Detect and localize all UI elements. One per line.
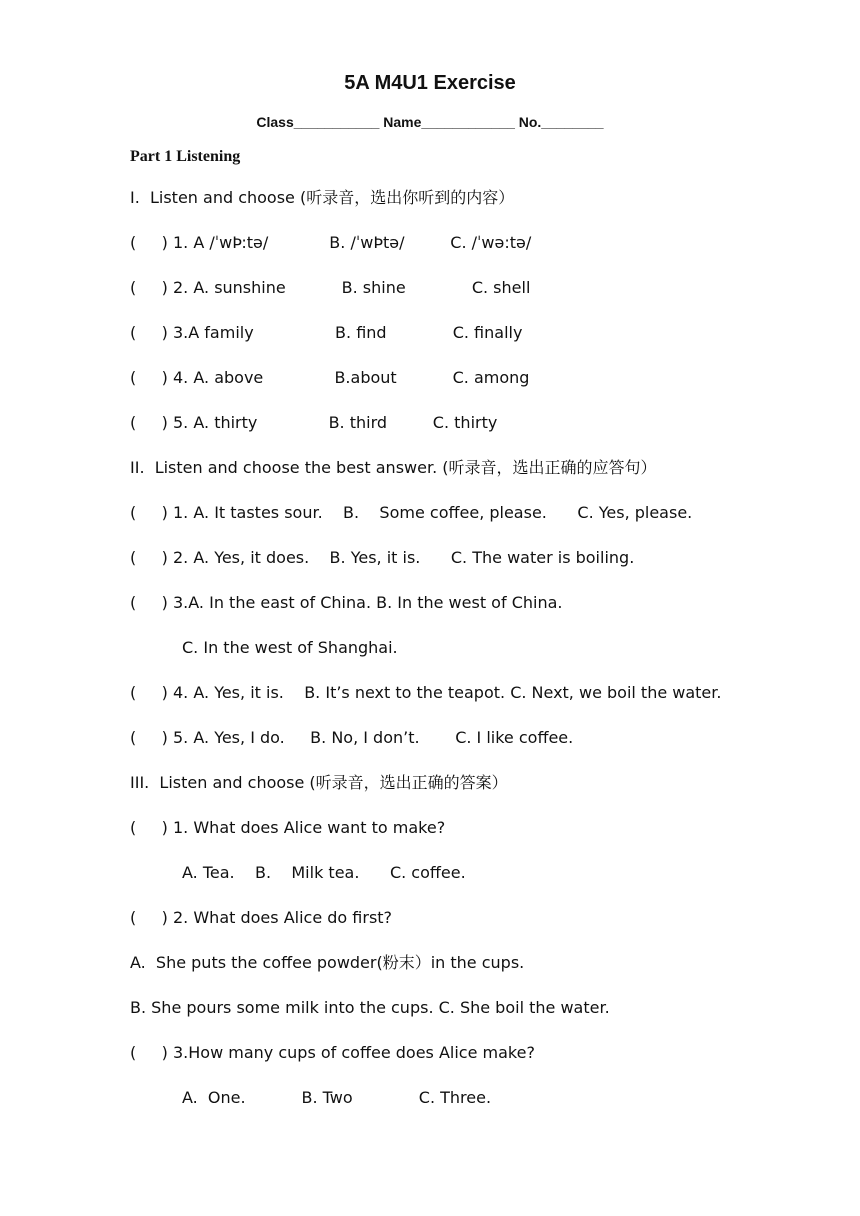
- answer-option-line: B. She pours some milk into the cups. C. She boil the water.: [130, 998, 610, 1017]
- question-line: ( ) 4. A. Yes, it is. B. It’s next to the teapot. C. Next, we boil the water.: [130, 683, 722, 702]
- question-line: ( ) 1. A /ˈwÞ:tə/ B. /ˈwÞtə/ C. /ˈwə:tə/: [130, 233, 532, 252]
- answer-option-line: A. One. B. Two C. Three.: [182, 1088, 492, 1107]
- question-line: ( ) 2. What does Alice do first?: [130, 908, 393, 927]
- section-heading-1: I. Listen and choose (听录音，选出你听到的内容）: [130, 188, 515, 207]
- answer-option-line: A. Tea. B. Milk tea. C. coffee.: [182, 863, 466, 882]
- question-line: ( ) 3.A family B. find C. finally: [130, 323, 523, 342]
- question-line: ( ) 1. What does Alice want to make?: [130, 818, 446, 837]
- question-line: ( ) 2. A. sunshine B. shine C. shell: [130, 278, 531, 297]
- question-line: ( ) 5. A. thirty B. third C. thirty: [130, 413, 498, 432]
- section-heading-3: III. Listen and choose (听录音，选出正确的答案）: [130, 773, 508, 792]
- answer-option-line: A. She puts the coffee powder(粉末）in the cups.: [130, 953, 525, 972]
- part-heading: Part 1 Listening: [130, 148, 241, 165]
- section-heading-2: II. Listen and choose the best answer. (听录音，选出正确的应答句）: [130, 458, 657, 477]
- question-line: ( ) 3.How many cups of coffee does Alice make?: [130, 1043, 535, 1062]
- question-line: ( ) 1. A. It tastes sour. B. Some coffee, please. C. Yes, please.: [130, 503, 693, 522]
- student-info-line: Class___________ Name____________ No.________: [256, 114, 604, 130]
- answer-option-line: C. In the west of Shanghai.: [182, 638, 398, 657]
- page-title: 5A M4U1 Exercise: [344, 72, 516, 94]
- question-line: ( ) 2. A. Yes, it does. B. Yes, it is. C. The water is boiling.: [130, 548, 635, 567]
- question-line: ( ) 4. A. above B.about C. among: [130, 368, 530, 387]
- question-line: ( ) 3.A. In the east of China. B. In the west of China.: [130, 593, 563, 612]
- question-line: ( ) 5. A. Yes, I do. B. No, I don’t. C. I like coffee.: [130, 728, 574, 747]
